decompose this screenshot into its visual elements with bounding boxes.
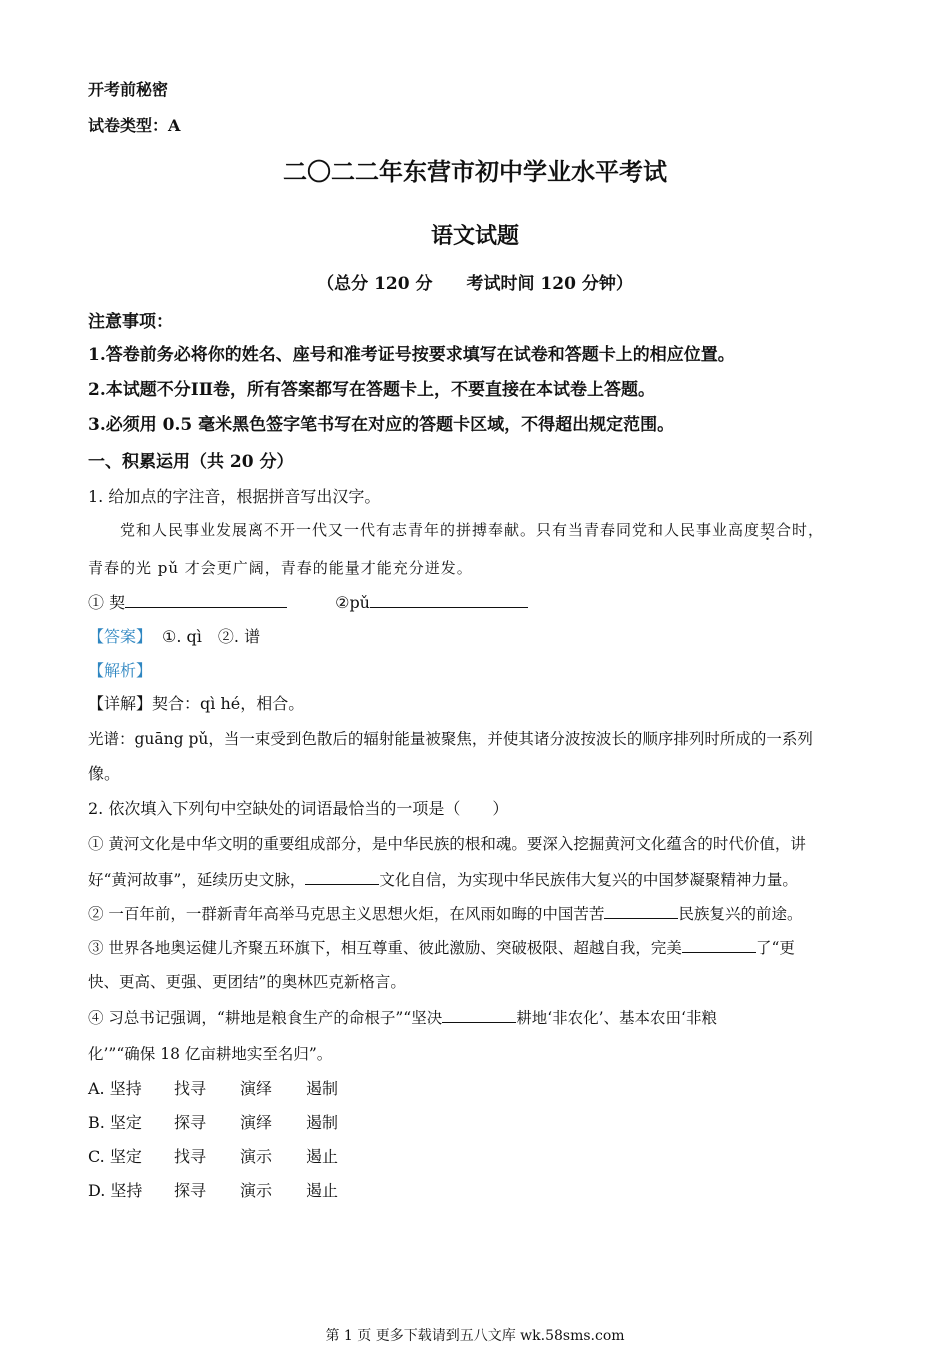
fill-blank-1[interactable]: [305, 870, 379, 885]
q1-explain-line1: 光谱：guāng pǔ，当一束受到色散后的辐射能量被聚焦，并使其诸分波按波长的顺序排列时所成的一系列: [88, 730, 813, 748]
q2-sentence1-line2: 好“黄河故事”，延续历史文脉， 文化自信，为实现中华民族伟大复兴的中国梦凝聚精神力量。: [88, 871, 798, 889]
exam-title: 二〇二二年东营市初中学业水平考试: [283, 157, 667, 186]
page-footer: 第 1 页 更多下载请到五八文库 wk.58sms.com: [325, 1328, 625, 1344]
fill-blank-2[interactable]: [604, 904, 678, 919]
q1-explain-line2: 像。: [88, 764, 121, 783]
q1-stem: 1. 给加点的字注音，根据拼音写出汉字。: [88, 487, 381, 506]
q1-detail: 【详解】契合：qì hé，相合。: [88, 694, 305, 713]
q1-passage-line2: 青春的光 pǔ 才会更广阔，青春的能量才能充分迸发。: [88, 559, 473, 577]
note-item-3: 3.必须用 0.5 毫米黑色签字笔书写在对应的答题卡区域，不得超出规定范围。: [88, 415, 675, 435]
q2-sentence2: ② 一百年前，一群新青年高举马克思主义思想火炬，在风雨如晦的中国苦苦 民族复兴的前途。: [88, 905, 803, 923]
option-b[interactable]: B. 坚定 探寻 演绎 遏制: [88, 1113, 339, 1132]
note-item-2: 2.本试题不分ⅠⅡ卷，所有答案都写在答题卡上，不要直接在本试卷上答题。: [88, 380, 656, 400]
answer-blank-2[interactable]: [370, 593, 528, 608]
note-item-1: 1.答卷前务必将你的姓名、座号和准考证号按要求填写在试卷和答题卡上的相应位置。: [88, 345, 735, 365]
paper-type: 试卷类型：A: [88, 116, 181, 135]
option-c[interactable]: C. 坚定 找寻 演示 遏止: [88, 1147, 339, 1166]
option-a[interactable]: A. 坚持 找寻 演绎 遏制: [88, 1079, 339, 1098]
q2-sentence4-line1: ④ 习总书记强调，“耕地是粮食生产的命根子”“坚决 耕地‘非农化’、基本农田‘非粮: [88, 1009, 717, 1027]
q2-sentence3-line1: ③ 世界各地奥运健儿齐聚五环旗下，相互尊重、彼此激励、突破极限、超越自我，完美 了“更: [88, 939, 795, 957]
q2-sentence1-line1: ① 黄河文化是中华文明的重要组成部分，是中华民族的根和魂。要深入挖掘黄河文化蕴含的时代价值，讲: [88, 835, 806, 853]
dotted-char: 契: [760, 521, 777, 539]
q2-sentence4-line2: 化’”“确保 18 亿亩耕地实至名归”。: [88, 1045, 333, 1063]
fill-blank-3[interactable]: [682, 938, 756, 953]
q1-analysis-tag: 【解析】: [88, 661, 153, 680]
fill-blank-4[interactable]: [442, 1008, 516, 1023]
q1-blanks: ① 契 ②pǔ: [88, 593, 528, 613]
score-time: （总分 120 分 考试时间 120 分钟）: [317, 274, 633, 294]
q2-sentence3-line2: 快、更高、更强、更团结”的奥林匹克新格言。: [88, 973, 406, 991]
subject-title: 语文试题: [430, 223, 519, 249]
q1-passage-line1: 党和人民事业发展离不开一代又一代有志青年的拼搏奉献。只有当青春同党和人民事业高度契合时，: [120, 521, 825, 539]
answer-blank-1[interactable]: [125, 593, 287, 608]
section1-heading: 一、积累运用（共 20 分）: [88, 452, 294, 472]
q2-stem: 2. 依次填入下列句中空缺处的词语最恰当的一项是（ ）: [88, 799, 509, 818]
option-d[interactable]: D. 坚持 探寻 演示 遏止: [88, 1181, 339, 1200]
secret-label: 开考前秘密: [88, 80, 169, 99]
notes-heading: 注意事项：: [88, 312, 173, 332]
q1-answer: 【答案】 ①. qì ②. 谱: [88, 627, 261, 646]
